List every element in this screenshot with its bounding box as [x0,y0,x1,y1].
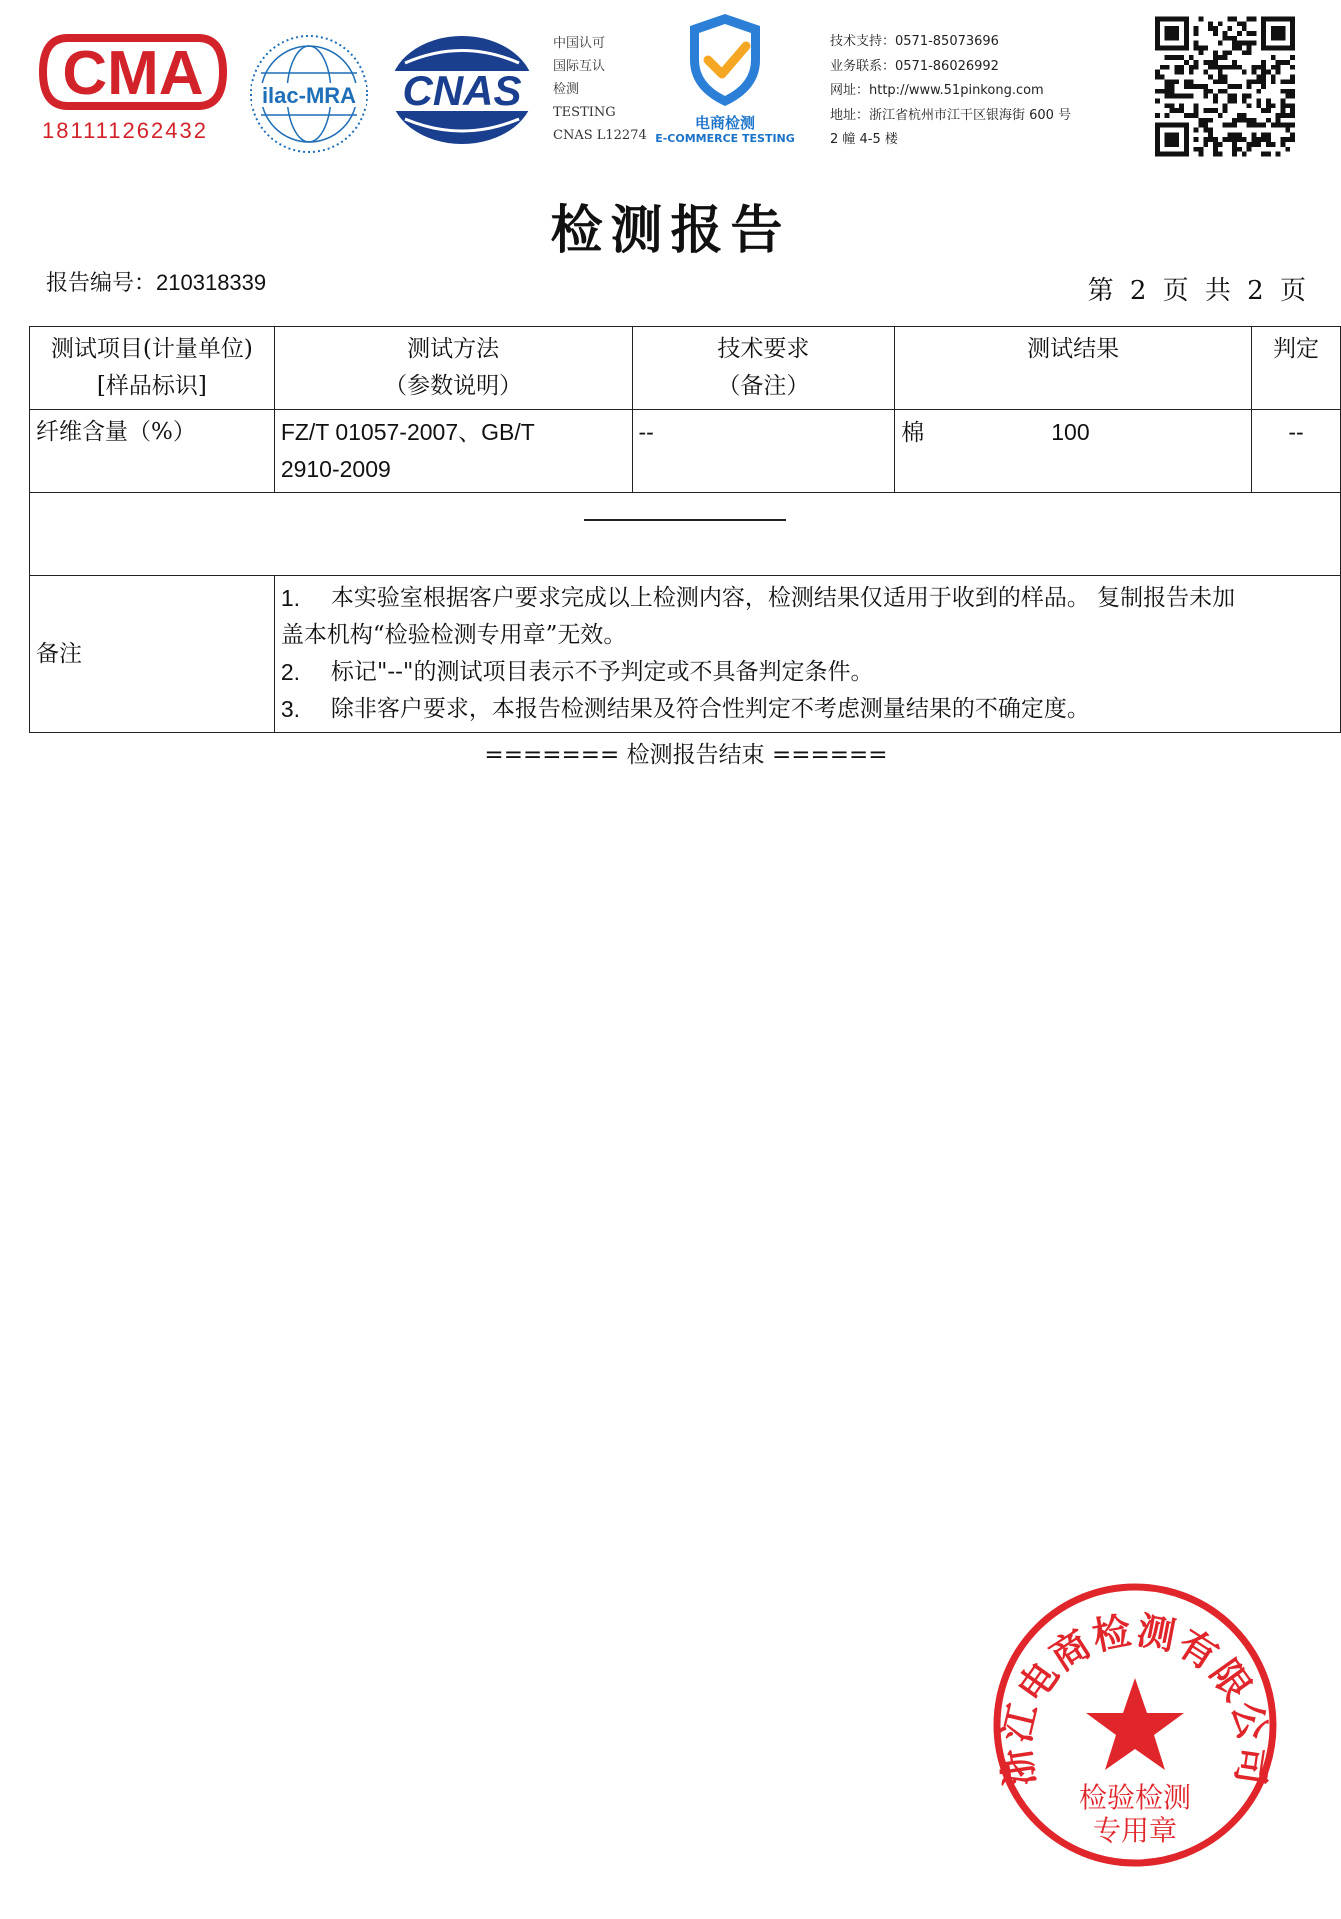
cell-judgement: -- [1252,410,1341,493]
cell-requirement: -- [632,410,895,493]
cma-logo-text: CMA [62,39,204,108]
header-req-line2: （备注） [717,373,810,399]
header-judgement: 判定 [1252,327,1341,410]
cert-line: CNAS L12274 [553,128,647,143]
remark-1-cont: 盖本机构“检验检测专用章”无效。 [280,622,627,648]
header-req-line1: 技术要求 [717,336,810,362]
ilac-mra-logo [248,33,370,159]
remark-text: 本实验室根据客户要求完成以上检测内容，检测结果仅适用于收到的样品。 复制报告未加 [330,585,1236,611]
header-item-line1: 测试项目(计量单位) [50,336,253,362]
header-method-line1: 测试方法 [407,336,500,362]
table-blank-row [30,493,1341,576]
result-fiber-value: 100 [1051,419,1090,445]
qr-code [1155,14,1295,159]
header-item [30,327,275,410]
cert-line: 检测 [553,82,580,97]
header-requirement [632,327,895,410]
cma-logo [38,30,228,150]
qr-code-icon [1155,14,1295,159]
page-indicator: 第 2 页 共 2 页 [1087,276,1306,306]
cert-line: 中国认可 [553,36,606,51]
cell-method [274,410,632,493]
results-table [29,326,1341,733]
official-seal [985,1575,1285,1879]
shield-check-icon [650,10,800,110]
contact-address-cont: 2 幢 4-5 楼 [830,132,898,147]
header-method [274,327,632,410]
blank-cell [30,493,1341,576]
ecommerce-label-en: E-COMMERCE TESTING [655,132,795,145]
cnas-globe-icon [385,33,540,148]
remark-number: 3. [280,696,300,722]
table-header-row [30,327,1341,410]
remark-number: 2. [280,659,300,685]
remark-3 [281,691,1334,728]
remark-text: 除非客户要求，本报告检测结果及符合性判定不考虑测量结果的不确定度。 [330,696,1090,722]
header-method-line2: （参数说明） [384,373,523,399]
remark-2 [281,654,1334,691]
divider-line [584,519,786,521]
result-fiber-label: 棉 [901,420,925,446]
cnas-logo [385,33,540,152]
header-result: 测试结果 [895,327,1252,410]
contact-address: 地址：浙江省杭州市江干区银海街 600 号 [830,107,1072,123]
seal-star-icon [985,1575,1285,1875]
header-item-line2: [样品标识] [96,373,207,399]
contact-tech-support: 技术支持：0571-85073696 [830,34,999,49]
remark-1 [281,580,1334,617]
ecommerce-testing-logo [650,10,800,150]
remark-number: 1. [280,585,300,611]
cma-number: 181111262432 [42,118,208,143]
table-row [30,410,1341,493]
cnas-logo-text: CNAS [402,67,522,114]
seal-ring-text: 浙江电商检测有限公司 [992,1607,1278,1790]
contact-info [830,30,1071,153]
accreditation-text [553,32,647,147]
cell-method-line2: 2910-2009 [280,456,391,482]
cert-line: TESTING [553,105,616,120]
ecommerce-label-cn: 电商检测 [694,114,755,132]
cell-item: 纤维含量（%） [30,410,275,493]
cell-result [895,410,1252,493]
cell-method-line1: FZ/T 01057-2007、GB/T [280,419,535,445]
report-end-marker: ======= 检测报告结束 ====== [484,742,888,768]
report-title: 检测报告 [550,200,791,261]
report-number-value: 210318339 [156,270,267,295]
report-number [46,266,266,297]
seal-inner-line2: 专用章 [1092,1814,1178,1847]
contact-business: 业务联系：0571-86026992 [830,58,999,74]
report-number-label: 报告编号： [46,271,157,296]
seal-inner-line1: 检验检测 [1078,1781,1192,1814]
remarks-row [30,576,1341,733]
ilac-logo-text: ilac-MRA [261,83,357,108]
cma-mark-icon [38,30,228,115]
cert-line: 国际互认 [553,59,606,74]
contact-website: 网址：http://www.51pinkong.com [830,83,1044,98]
remarks-label: 备注 [30,576,275,733]
remarks-content [274,576,1340,733]
remark-text: 标记"--"的测试项目表示不予判定或不具备判定条件。 [330,659,874,685]
ilac-globe-icon [248,33,370,155]
